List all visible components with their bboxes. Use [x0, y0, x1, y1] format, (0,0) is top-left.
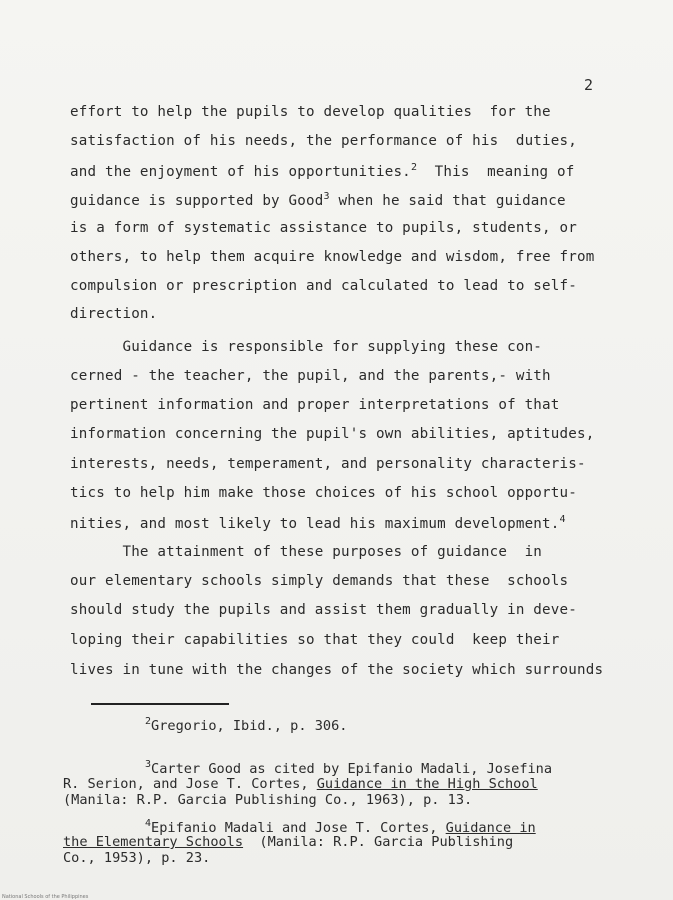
p3-line-1: The attainment of these purposes of guidance in: [70, 544, 543, 560]
p1-line-4: [70, 191, 566, 209]
p2-line-7: [70, 514, 566, 532]
footnote-3-line-3: (Manila: R.P. Garcia Publishing Co., 1963), p. 13.: [63, 792, 473, 808]
p1-line-8: direction.: [70, 306, 158, 322]
p1-line-1: effort to help the pupils to develop qualities for the: [70, 104, 551, 120]
footnote-3-text-2: R. Serion, and Jose T. Cortes,: [63, 776, 317, 792]
p1-line-3-text-b: This meaning of: [417, 164, 575, 180]
p2-line-1: Guidance is responsible for supplying these con-: [70, 339, 543, 355]
p1-line-5: is a form of systematic assistance to pupils, students, or: [70, 220, 578, 236]
p3-line-4: loping their capabilities so that they could keep their: [70, 632, 560, 648]
footnote-4-line-2: [63, 834, 513, 850]
footnote-3-line-1: [145, 759, 552, 777]
footnote-ref-2: 2: [410, 162, 418, 173]
footnote-2: [145, 716, 347, 734]
footnote-4-number: 4: [145, 818, 152, 829]
footnote-3-number: 3: [145, 759, 152, 770]
footnote-4-book-title-a: Guidance in: [445, 820, 536, 836]
footnote-2-number: 2: [145, 716, 152, 727]
footnote-4-book-title-b: the Elementary Schools: [63, 834, 244, 850]
p1-line-2: satisfaction of his needs, the performance of his duties,: [70, 133, 578, 149]
page-number: 2: [584, 76, 594, 94]
footnote-ref-3: 3: [323, 191, 330, 202]
p3-line-5: lives in tune with the changes of the society which surrounds: [70, 662, 604, 678]
p1-line-3: [70, 162, 575, 180]
footnote-4-text-2: (Manila: R.P. Garcia Publishing: [243, 834, 514, 850]
footnote-4-line-3: Co., 1953), p. 23.: [63, 850, 211, 866]
p2-line-2: cerned - the teacher, the pupil, and the parents,- with: [70, 368, 551, 384]
p2-line-7-text: nities, and most likely to lead his maximum development.: [70, 516, 560, 532]
archive-footer: National Schools of the Philippines: [2, 894, 89, 900]
p1-line-3-text: and the enjoyment of his opportunities.: [70, 164, 411, 180]
p2-line-3: pertinent information and proper interpretations of that: [70, 397, 560, 413]
footnote-3-line-2: [63, 776, 538, 792]
footnote-4-text-1: Epifanio Madali and Jose T. Cortes,: [151, 820, 446, 836]
p3-line-3: should study the pupils and assist them gradually in deve-: [70, 602, 578, 618]
p1-line-6: others, to help them acquire knowledge and wisdom, free from: [70, 249, 595, 265]
p1-line-4-text: guidance is supported by Good: [70, 193, 324, 209]
footnote-2-text: Gregorio, Ibid., p. 306.: [151, 718, 348, 734]
p2-line-5: interests, needs, temperament, and personality characteris-: [70, 456, 586, 472]
footnote-ref-4: 4: [559, 514, 566, 525]
footnote-divider: [91, 703, 229, 705]
footnote-3-text-1: Carter Good as cited by Epifanio Madali, Josefina: [151, 761, 553, 777]
p2-line-4: information concerning the pupil's own abilities, aptitudes,: [70, 426, 595, 442]
p2-line-6: tics to help him make those choices of his school opportu-: [70, 485, 578, 501]
p3-line-2: our elementary schools simply demands that these schools: [70, 573, 569, 589]
footnote-3-book-title: Guidance in the High School: [316, 776, 538, 792]
p1-line-4-text-b: when he said that guidance: [329, 193, 566, 209]
p1-line-7: compulsion or prescription and calculated to lead to self-: [70, 278, 578, 294]
